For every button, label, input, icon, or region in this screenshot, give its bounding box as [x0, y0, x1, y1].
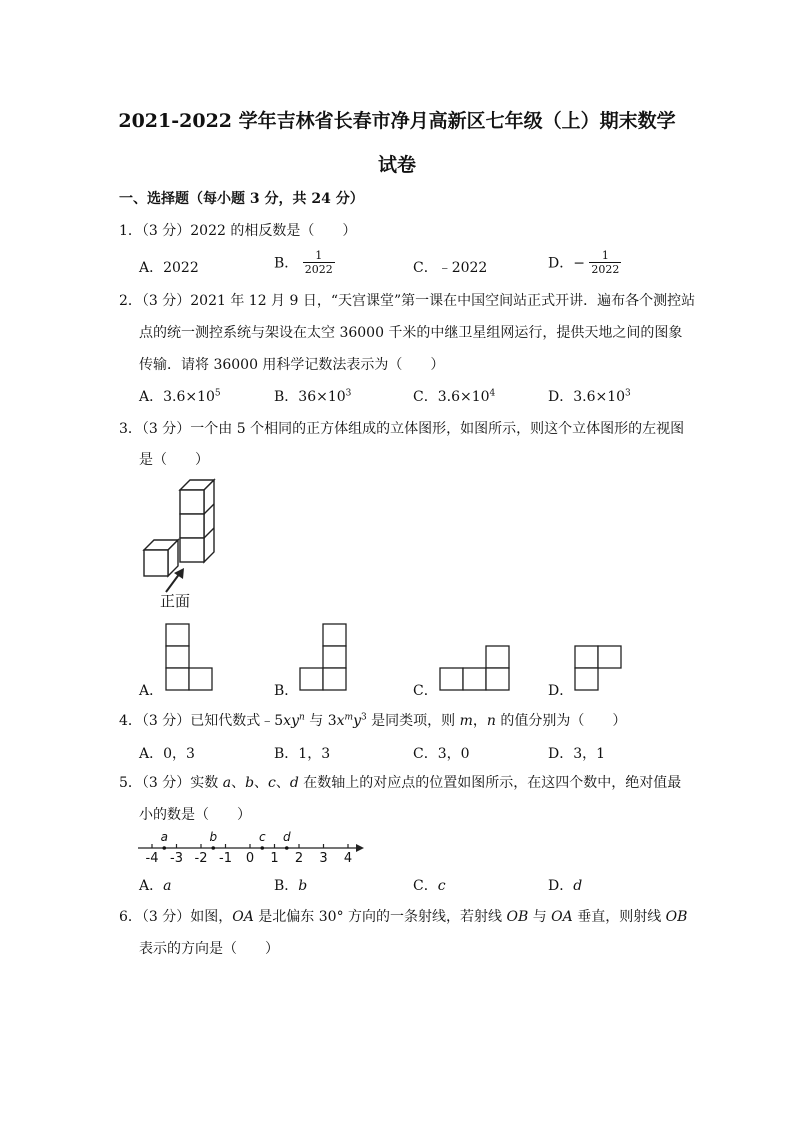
var-y: y [353, 713, 361, 729]
q1-option-b-fraction [303, 249, 335, 276]
number-line-point [285, 846, 289, 850]
option-text: A．3.6×10 [139, 389, 215, 405]
var-y: y [291, 713, 299, 729]
q2-option-d[interactable] [548, 386, 631, 406]
question-4-stem [119, 710, 626, 730]
q2-option-c[interactable] [413, 386, 495, 406]
q5-text: 在数轴上的对应点的位置如图所示，在这四个数中，绝对值最 [298, 775, 682, 791]
fraction-denominator: 2022 [591, 263, 620, 276]
var-n: n [486, 713, 496, 729]
option-text: B．36×10 [274, 389, 346, 405]
question-2-line2: 点的统一测控系统与架设在太空 36000 千米的中继卫星组网运行，提供天地之间的图象 [139, 325, 683, 341]
option-letter: A． [139, 878, 164, 894]
number-line-tick-label: 2 [294, 851, 304, 866]
q3-option-d-figure[interactable] [573, 644, 624, 693]
page-title: 2021-2022 学年吉林省长春市净月高新区七年级（上）期末数学 [118, 110, 676, 132]
q4-text: 是同类项，则 [366, 713, 460, 729]
option-text: D．3.6×10 [548, 389, 626, 405]
q5-text: 5．（3 分）实数 [119, 775, 223, 791]
option-letter: B． [274, 878, 299, 894]
fraction-numerator: 1 [303, 249, 335, 263]
number-line-arrow [356, 844, 364, 852]
var-b: b [245, 775, 255, 791]
front-label: 正面 [160, 592, 191, 610]
number-line-tick-label: -2 [194, 851, 208, 866]
number-line-tick-label: 3 [319, 851, 328, 866]
option-letter: C． [413, 878, 438, 894]
question-3-line2: 是（ ） [139, 452, 209, 468]
q3-option-b[interactable]: B． [274, 683, 299, 699]
q2-option-b[interactable] [274, 386, 351, 406]
ray-oa: OA [232, 909, 254, 925]
ray-oa: OA [551, 909, 573, 925]
question-3-line1: 3．（3 分）一个由 5 个相同的正方体组成的立体图形，如图所示，则这个立体图形的左视图 [119, 421, 685, 437]
option-var: d [573, 878, 583, 894]
number-line-tick-label: 0 [245, 851, 255, 866]
q3-option-c[interactable]: C． [413, 683, 438, 699]
exp-m: m [344, 712, 354, 723]
q5-text: 、 [275, 775, 290, 791]
number-line-tick-label: -1 [219, 851, 232, 866]
q5-option-d[interactable] [548, 875, 582, 895]
option-letter: D． [548, 878, 574, 894]
q3-option-a-figure[interactable] [164, 622, 214, 693]
number-line-point-label: d [282, 830, 291, 844]
number-line-point-label: b [209, 830, 218, 844]
cube-side-face [204, 480, 214, 562]
q6-text: 是北偏东 30° 方向的一条射线，若射线 [253, 909, 507, 925]
q5-text: 、 [231, 775, 246, 791]
q3-solid-figure [136, 476, 226, 580]
exponent: 5 [214, 388, 221, 399]
number-line-point-label: c [258, 830, 266, 844]
section-heading: 一、选择题（每小题 3 分，共 24 分） [119, 191, 364, 207]
q1-option-b-prefix: B． [274, 255, 299, 272]
q3-option-a[interactable]: A． [139, 683, 164, 699]
question-6-line1 [119, 906, 687, 926]
q6-text: 6．（3 分）如图， [119, 909, 233, 925]
q3-option-d[interactable]: D． [548, 683, 574, 699]
question-1-stem: 1．（3 分）2022 的相反数是（ ） [119, 223, 357, 239]
number-line [136, 826, 368, 868]
question-2-line1: 2．（3 分）2021 年 12 月 9 日，“天宫课堂”第一课在中国空间站正式开讲．遍布各个测控站 [119, 293, 696, 309]
cube-front-face [180, 514, 204, 538]
q3-option-c-figure[interactable] [438, 644, 512, 693]
q4-option-b[interactable]: B．1，3 [274, 746, 331, 762]
q1-option-d[interactable] [548, 249, 621, 276]
var-d: d [289, 775, 299, 791]
number-line-tick-label: -4 [145, 851, 159, 866]
number-line-tick-label: -3 [170, 851, 183, 866]
q5-option-a[interactable] [139, 875, 171, 895]
var-c: c [268, 775, 276, 791]
var-m: m [459, 713, 473, 729]
q2-option-a[interactable] [139, 386, 221, 406]
number-line-point [162, 846, 166, 850]
q4-option-a[interactable]: A．0，3 [139, 746, 195, 762]
q5-text: 、 [254, 775, 269, 791]
ray-ob: OB [506, 909, 529, 925]
option-var: a [163, 878, 172, 894]
question-5-line1 [119, 772, 681, 792]
var-x: x [283, 713, 292, 729]
cube-front-face [180, 490, 204, 514]
var-a: a [222, 775, 232, 791]
number-line-tick-label: 4 [343, 851, 353, 866]
option-var: b [298, 878, 308, 894]
question-2-line3: 传输．请将 36000 用科学记数法表示为（ ） [139, 357, 445, 373]
var-x: x [336, 713, 345, 729]
q4-option-d[interactable]: D．3，1 [548, 746, 606, 762]
q4-option-c[interactable]: C．3，0 [413, 746, 470, 762]
number-line-point [211, 846, 215, 850]
cube-front-face [180, 538, 204, 562]
q4-text: ， [472, 713, 487, 729]
option-text: C．3.6×10 [413, 389, 490, 405]
q1-option-d-prefix: D．− [548, 255, 585, 272]
q1-option-d-fraction [589, 249, 621, 276]
q6-text: 垂直，则射线 [572, 909, 666, 925]
exponent: 4 [489, 388, 496, 399]
q6-text: 与 [528, 909, 552, 925]
q4-text: 与 3 [304, 713, 337, 729]
q4-text: 4．（3 分）已知代数式﹣5 [119, 713, 284, 729]
question-6-line2: 表示的方向是（ ） [139, 941, 279, 957]
q3-option-b-figure[interactable] [298, 622, 349, 693]
number-line-tick-label: 1 [270, 851, 279, 866]
option-var: c [437, 878, 446, 894]
exponent: 3 [345, 388, 352, 399]
fraction-denominator: 2022 [304, 263, 333, 276]
q1-option-a[interactable]: A．2022 [139, 260, 199, 276]
ray-ob: OB [665, 909, 688, 925]
q5-option-c[interactable] [413, 875, 446, 895]
question-5-line2: 小的数是（ ） [139, 807, 251, 823]
page-title-line2: 试卷 [377, 154, 416, 176]
number-line-point-label: a [160, 830, 168, 844]
q1-option-b[interactable] [274, 249, 335, 276]
q1-option-c[interactable]: C．﹣2022 [413, 260, 488, 276]
q4-text: 的值分别为（ ） [495, 713, 627, 729]
exponent: 3 [625, 388, 631, 399]
exp-n: n [299, 712, 305, 723]
number-line-point [260, 846, 264, 850]
exp-3: 3 [360, 712, 367, 723]
fraction-numerator: 1 [589, 249, 621, 263]
q5-option-b[interactable] [274, 875, 307, 895]
